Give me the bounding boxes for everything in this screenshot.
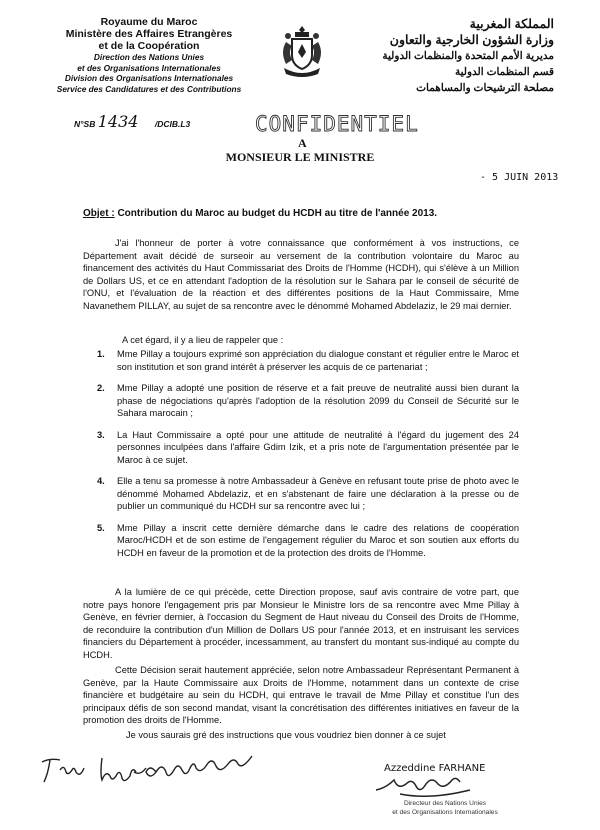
list-item-number: 3. [97, 429, 105, 440]
division-label: Division des Organisations Internationales [64, 73, 234, 83]
kingdom-label-ar: المملكة المغربية [469, 17, 554, 31]
points-list [97, 348, 519, 568]
subject-label: Objet : [83, 208, 115, 219]
addressee-name: MONSIEUR LE MINISTRE [225, 150, 375, 164]
addressee-prefix: A [298, 136, 307, 150]
list-item-text: Mme Pillay a toujours exprimé son appréciation du dialogue constant et régulier entre le Maroc et son institution et son grand intérêt à préserver les acquis de ce partenariat ; [117, 349, 519, 372]
coat-of-arms-icon [278, 22, 326, 80]
list-item [97, 429, 519, 467]
signatory-title-line-2: et des Organisations Internationales [392, 809, 498, 816]
kingdom-label: Royaume du Maroc [100, 16, 198, 28]
list-item-number: 2. [97, 383, 105, 393]
list-item [97, 475, 519, 513]
list-item-text: Mme Pillay a inscrit cette dernière démarche dans le cadre des relations de coopération Maroc/HCDH et de son estime de l'engagement régulier du Maroc et son soutien aux efforts du HCDH en faveur de la promotion et de la protection des droits de l'Homme. [117, 522, 519, 558]
list-item-text: Mme Pillay a adopté une position de réserve et a fait preuve de neutralité aussi bien durant la phase de négociations qu'après l'adoption de la résolution 2099 du Conseil de Sécurité sur le Sahara marocain ; [117, 383, 519, 418]
ministry-header-arabic [374, 16, 554, 96]
ref-number: 1434 [97, 112, 139, 131]
ministry-label: Ministère des Affaires Etrangères [65, 28, 233, 40]
signatory-name: Azzeddine FARHANE [384, 763, 486, 774]
list-item-text: La Haut Commissaire a opté pour une attitude de neutralité à l'égard du jugement des 24 personnes inculpées dans l'affaire Gdim Izik, et a pris note de l'argumentation présentée par le Maroc à ce sujet. [117, 429, 519, 465]
list-item-number: 4. [97, 476, 105, 486]
ministry-label-2: et de la Coopération [98, 40, 200, 52]
ministry-label-ar: وزارة الشؤون الخارجية والتعاون [389, 33, 554, 47]
paragraph-5: Je vous saurais gré des instructions que vous voudriez bien donner à ce sujet [126, 730, 446, 740]
handwritten-note [38, 748, 278, 788]
ref-suffix: /DCIB.L3 [154, 119, 191, 129]
signatory-title-line-1: Directeur des Nations Unies [403, 800, 487, 807]
list-item [97, 522, 519, 560]
subject-text: Contribution du Maroc au budget du HCDH au titre de l'année 2013. [117, 208, 438, 219]
confidential-stamp: CONFIDENTIEL [255, 112, 419, 136]
list-item-number: 1. [97, 349, 105, 359]
signatory-title [380, 799, 510, 817]
service-label: Service des Candidatures et des Contributions [56, 83, 242, 94]
list-item-text: Elle a tenu sa promesse à notre Ambassadeur à Genève en refusant toute prise de photo avec le dénommé Mohamed Abdelaziz, et en s'abstenant de faire une déclaration à la presse ou de publier un communiqué du HCDH sur sa rencontre avec lui ; [117, 476, 519, 511]
subject-line [83, 208, 437, 219]
paragraph-2: A cet égard, il y a lieu de rappeler que : [122, 335, 284, 345]
service-label-ar: مصلحة الترشيحات والمساهمات [416, 82, 554, 94]
reference-number [74, 112, 190, 131]
list-item [97, 348, 519, 373]
paragraph-1: J'ai l'honneur de porter à votre connaissance que conformément à vos instructions, ce Département avait décidé de surseoir au versement de la contribution volontaire du Maroc au financement des activités du Haut Commissariat des Droits de l'Homme (HCDH), qui s'élève à un Million de Dollars US, et ce en attendant l'adoption de la résolution sur le Sahara par le conseil de sécurité de l'ONU, et l'évaluation de la réaction et des différentes positions de la Haut Commissaire, Mme Navanethem PILLAY, au sujet de sa rencontre avec le dénommé Mohamed Abdelaziz, le 29 mai dernier. [83, 238, 519, 311]
document-date: - 5 JUIN 2013 [480, 172, 559, 183]
paragraph-3: A la lumière de ce qui précède, cette Direction propose, sauf avis contraire de votre part, que notre pays honore l'engagement pris par Monsieur le Ministre lors de sa rencontre avec Mme Pillay à Genève, en février dernier, à l'occasion du Segment de Haut niveau du Conseil des Droits de l'Homme, de reconduire la contribution d'un Million de Dollars US pour l'année 2013, et en instruisant les services financiers du Département à procéder, incessamment, au transfert du montant sus-indiqué au compte du HCDH. [83, 587, 519, 660]
direction-label-ar: مديرية الأمم المتحدة والمنظمات الدولية [382, 50, 554, 62]
direction-label: Direction des Nations Unies [93, 52, 205, 62]
ref-prefix: N°SB [74, 119, 96, 129]
division-label-ar: قسم المنظمات الدولية [454, 66, 554, 78]
list-item [97, 382, 519, 420]
paragraph-4: Cette Décision serait hautement appréciée, selon notre Ambassadeur Représentant Permanent à Genève, par la Haute Commissaire aux Droits de l'Homme, notamment dans un contexte de crise financière et budgétaire au sein du HCDH, qui entrave le travail de Mme Pillay et constitue l'un des principaux défis de son second mandat, visant la concrétisation des différentes initiatives en faveur de la promotion des droits de l'Homme. [83, 665, 519, 725]
direction-label-2: et des Organisations Internationales [77, 62, 221, 73]
ministry-header-french [44, 16, 254, 94]
list-item-number: 5. [97, 522, 105, 533]
